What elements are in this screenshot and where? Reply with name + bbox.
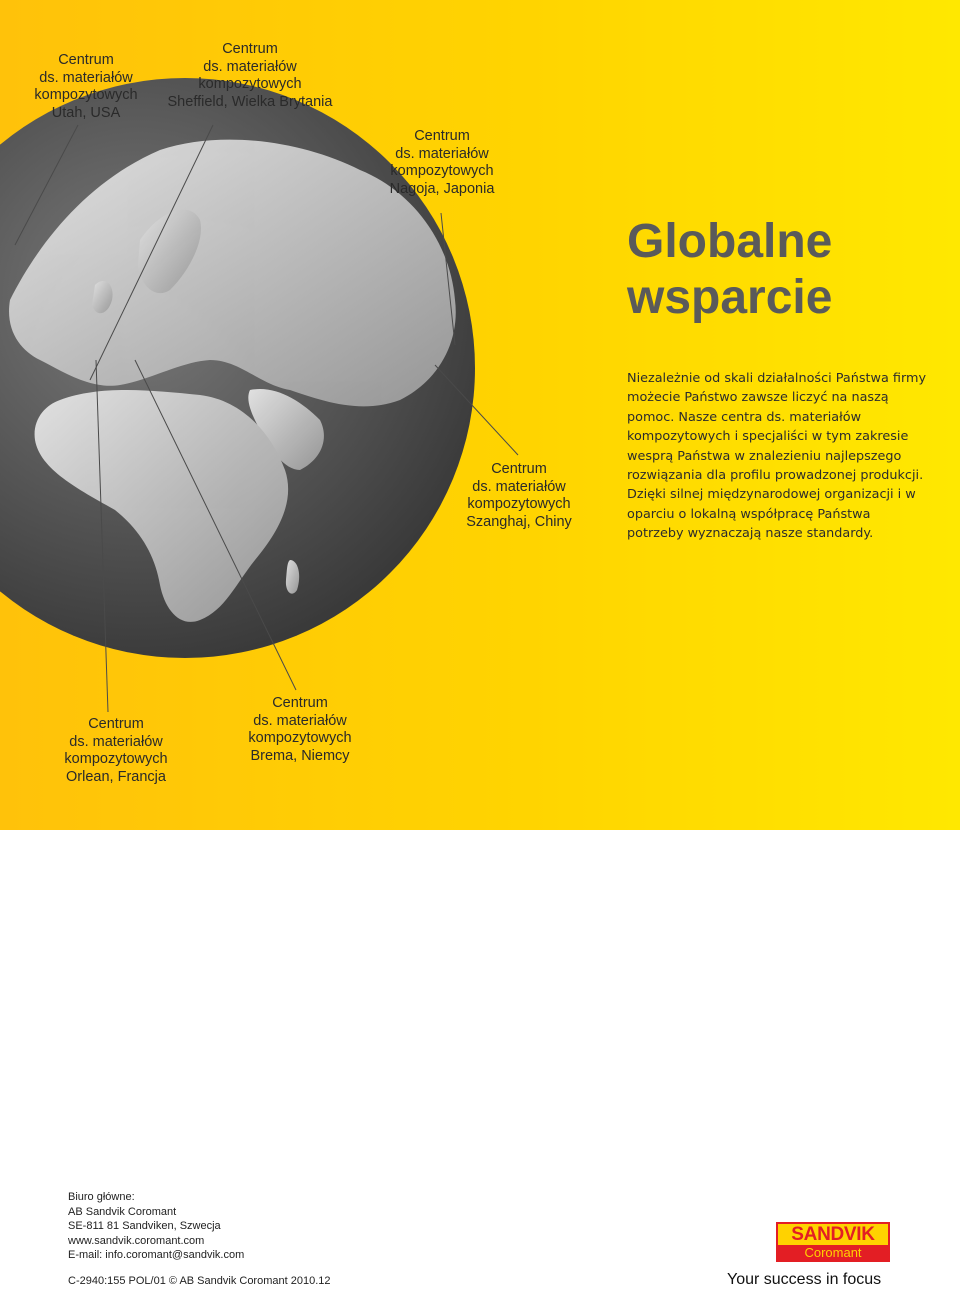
- center-label-line: kompozytowych: [34, 87, 138, 103]
- document-code: C-2940:155 POL/01 © AB Sandvik Coromant 2010.12: [68, 1275, 331, 1287]
- center-label-line: ds. materiałów: [253, 712, 347, 729]
- center-label-line: ds. materiałów: [395, 145, 489, 162]
- email-link[interactable]: E-mail: info.coromant@sandvik.com: [68, 1249, 245, 1261]
- center-label-line: Centrum: [58, 52, 114, 68]
- address-company: AB Sandvik Coromant: [68, 1205, 177, 1218]
- center-label-line: Centrum: [272, 695, 328, 711]
- center-label-line: ds. materiałów: [472, 478, 566, 495]
- logo-top-text: SANDVIK: [791, 1224, 875, 1245]
- center-label-line: Centrum: [414, 128, 470, 144]
- center-label-szanghaj: [460, 461, 578, 531]
- center-label-line: ds. materiałów: [69, 733, 163, 750]
- center-label-line: Utah, USA: [51, 104, 121, 121]
- center-label-nagoja: [382, 128, 502, 198]
- address-heading: Biuro główne:: [68, 1191, 135, 1203]
- center-label-line: Centrum: [222, 41, 278, 57]
- center-label-line: Centrum: [491, 461, 547, 477]
- page-title: [627, 214, 947, 326]
- title-line: wsparcie: [627, 271, 833, 324]
- address-street: SE-811 81 Sandviken, Szwecja: [68, 1220, 221, 1232]
- title-line: Globalne: [627, 215, 833, 268]
- center-label-line: Szanghaj, Chiny: [466, 513, 572, 530]
- logo-bottom-text: Coromant: [778, 1245, 888, 1260]
- center-label-line: Orlean, Francja: [66, 768, 166, 785]
- intro-paragraph: Niezależnie od skali działalności Państwa firmy możecie Państwo zawsze liczyć na naszą pomoc. Nasze centra ds. materiałów kompozytowych i specjaliści w tym zakresie wesprą Państwa w znalezieniu najlepszego rozwiązania dla profilu prowadzonej produkcji. Dzięki silnej międzynarodowej organizacji i w oparciu o lokalną współpracę Państwa potrzeby wyznaczają nasze standardy.: [627, 371, 927, 542]
- center-label-line: Centrum: [88, 716, 144, 732]
- address-block: [68, 1190, 244, 1263]
- tagline: Your success in focus: [727, 1271, 882, 1288]
- center-label-line: ds. materiałów: [39, 69, 133, 86]
- center-label-orlean: [56, 716, 176, 786]
- website-link[interactable]: www.sandvik.coromant.com: [68, 1234, 205, 1247]
- center-label-line: ds. materiałów: [203, 58, 297, 75]
- sandvik-logo: [776, 1222, 890, 1262]
- center-label-line: kompozytowych: [467, 496, 571, 512]
- center-label-sheffield: [160, 41, 340, 111]
- center-label-line: Brema, Niemcy: [250, 747, 350, 764]
- center-label-line: Nagoja, Japonia: [389, 180, 495, 197]
- center-label-utah: [24, 52, 148, 122]
- center-label-line: kompozytowych: [390, 163, 494, 179]
- center-label-line: kompozytowych: [64, 751, 168, 767]
- center-label-line: Sheffield, Wielka Brytania: [167, 93, 333, 110]
- center-label-line: kompozytowych: [198, 76, 302, 92]
- center-label-line: kompozytowych: [248, 730, 352, 746]
- center-label-brema: [240, 695, 360, 765]
